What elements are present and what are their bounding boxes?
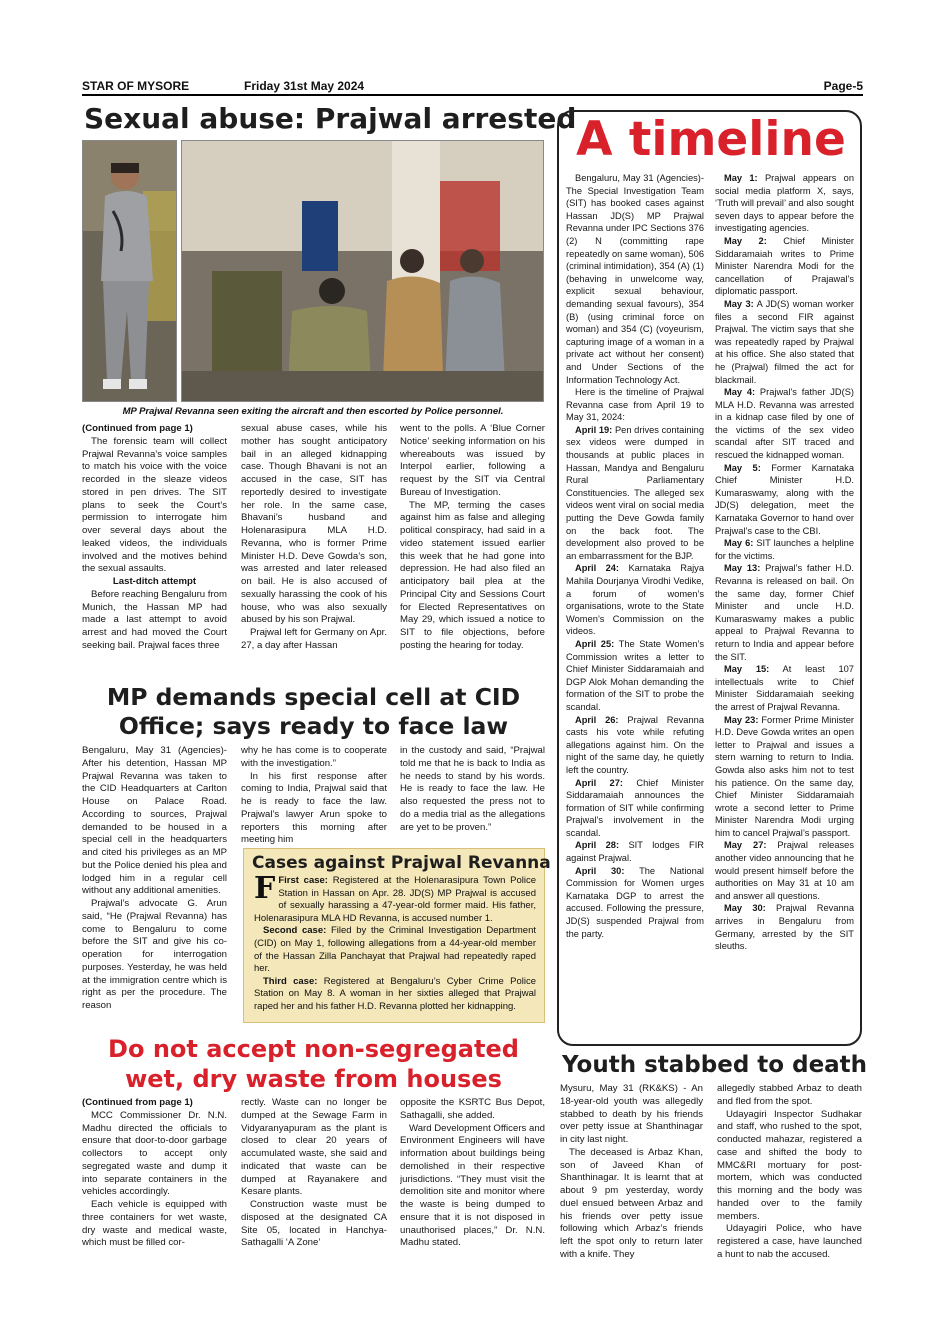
- timeline-entry: April 19: Pen drives containing sex videos were dumped in thousands at public places in Hassan, Mandya and Bengaluru Rural Parliamentary Constituencies. The alleged sex videos went viral on social media putting the Deve Gowda family on the back foot. The development also proved to be an embarrassment for the BJP.: [566, 424, 704, 561]
- continued-note: (Continued from page 1): [82, 1097, 193, 1108]
- timeline-entry: April 26: Prajwal Revanna casts his vote while refuting allegations against him. On the night of the same day, he quietly left the country.: [566, 714, 704, 775]
- story3-headline: [82, 1034, 545, 1094]
- photo-exiting-aircraft: [82, 140, 177, 402]
- paragraph: The forensic team will collect Prajwal Revanna’s voice samples to match his voice with the voice recorded in the sleaze videos stored in pen drives. The SIT plans to seek the Court’s permission to interrogate him over several days about the leaked videos, the individuals involved and the motives behind the sexual assaults.: [82, 435, 227, 575]
- timeline-entry: May 3: A JD(S) woman worker files a second FIR against Prajwal. The victim says that she was repeatedly raped by Prajwal at his office. She also stated that he (Prajwal) filmed the act for blackmail.: [715, 298, 854, 385]
- paragraph: in the custody and said, “Prajwal told me that he is back to India as he needs to stand by his words. He is ready to face the law. He also requested the press not to do a media trial as the allegations are yet to be proven.”: [400, 745, 545, 833]
- timeline-entry: April 24: Karnataka Rajya Mahila Dourjanya Virodhi Vedike, a forum of women’s organisations, wrote to the State Women’s Commission on the videos.: [566, 563, 704, 637]
- timeline-entry: May 30: Prajwal Revanna arrives in Bengaluru from Germany, arrested by the SIT sleuths.: [715, 903, 854, 952]
- paragraph: rectly. Waste can no longer be dumped at the Sewage Farm in Vidyaranyapuram as the plant is closed to clear 20 years of accumulated waste, she said and indicated that waste can be dumped at Rayanakere and Kesare plants.: [241, 1097, 387, 1198]
- cases-box: [243, 848, 551, 1023]
- story2-headline-line-1: MP demands special cell at CID: [106, 683, 521, 711]
- cases-title: Cases against Prajwal Revanna: [252, 853, 551, 873]
- story1-column-2: [241, 423, 387, 676]
- paragraph: Each vehicle is equipped with three containers for wet waste, dry waste and medical waste, which must be filled cor-: [82, 1199, 227, 1249]
- paragraph: Udayagiri Police, who have registered a case, have launched a hunt to nab the accused.: [717, 1223, 862, 1260]
- story3-column-3: [400, 1097, 545, 1267]
- paragraph: In his first response after coming to India, Prajwal said that he is ready to face the law. Prajwal’s lawyer Arun spoke to reporters this morning after meeting him: [241, 770, 387, 845]
- timeline-entry: May 27: Prajwal releases another video announcing that he would present himself before the authorities on May 31 at 10 am and answer all questions.: [715, 840, 854, 901]
- paragraph: The MP, terming the cases against him as false and alleging political conspiracy, had said in a video statement issued earlier this week that he had gone into depression. He had also filed an anticipatory bail plea at the Principal City and Sessions Court for Elected Representatives on May 29, which issued a notice to SIT to file objections, before posting the hearing for today.: [400, 499, 545, 651]
- paragraph: allegedly stabbed Arbaz to death and fled from the spot.: [717, 1083, 862, 1107]
- timeline-entry: April 27: Chief Minister Siddaramaiah announces the formation of SIT while confirming Prajwal’s involvement in the scandal.: [566, 777, 704, 838]
- timeline-entry: April 30: The National Commission for Women urges Karnataka DGP to arrest the accused. Following the pressure, JD(S) suspended Prajwal from the party.: [566, 865, 704, 939]
- second-case-label: Second case:: [263, 925, 327, 937]
- first-case-label: First case:: [278, 875, 328, 886]
- story3-column-1: [82, 1097, 227, 1267]
- story2-column-3: [400, 745, 545, 845]
- paragraph: Mysuru, May 31 (RK&KS) - An 18-year-old youth was allegedly stabbed to death by his friends over petty issue at Shanthinagar in city last night.: [560, 1083, 703, 1145]
- timeline-title: A timeline: [576, 112, 846, 167]
- timeline-column-1: [566, 172, 704, 1040]
- timeline-entry: May 5: Former Karnataka Chief Minister H.D. Kumaraswamy, along with the JD(S) delegation, meet the Karnataka Governor to hand over Prajwal’s case to the CBI.: [715, 462, 854, 536]
- third-case-text: Registered at Bengaluru’s Cyber Crime Police Station on May 8. A woman in her sixties alleged that Prajwal raped her and his father H.D. Revanna plotted her kidnapping.: [254, 975, 537, 1012]
- timeline-entry: May 13: Prajwal’s father H.D. Revanna is released on bail. On the same day, former Chief Minister and uncle H.D. Kumaraswamy makes a public appeal to Prajwal Revanna to return to India and appear before the SIT.: [715, 563, 854, 662]
- story3-headline-line-1: Do not accept non-segregated: [108, 1035, 519, 1063]
- drop-cap: F: [254, 871, 276, 906]
- timeline-entry: May 1: Prajwal appears on social media platform X, says, ‘Truth will prevail’ and also sought seven days to appear before the investigating agencies.: [715, 173, 854, 234]
- paragraph: Bengaluru, May 31 (Agencies)- After his detention, Hassan MP Prajwal Revanna was taken to the CID Headquarters at Carlton House on Palace Road. According to sources, Prajwal demanded to be housed in a special cell in the headquarters and cited his privileges as an MP but the Police denied his plea and lodged him in a regular cell without any additional amenities.: [82, 745, 227, 897]
- timeline-entry: May 15: At least 107 intellectuals write to Chief Minister Siddaramaiah seeking the arrest of Prajwal Revanna.: [715, 664, 854, 712]
- story2-column-1: [82, 745, 227, 1027]
- story1-headline: Sexual abuse: Prajwal arrested: [84, 102, 577, 135]
- paragraph: went to the polls. A ‘Blue Corner Notice’ seeking information on his whereabouts was issued by Interpol earlier, following a request by the SIT via Central Bureau of Investigation.: [400, 423, 545, 498]
- paragraph: Udayagiri Inspector Sudhakar and staff, who rushed to the spot, conducted mahazar, registered a case and shifted the body to MMC&RI mortuary for post-mortem, which was conducted this morning and the body was handed over to the family members.: [717, 1108, 862, 1222]
- masthead: [82, 76, 863, 96]
- paragraph: opposite the KSRTC Bus Depot, Sathagalli, she added.: [400, 1097, 545, 1121]
- timeline-entry: May 4: Prajwal’s father JD(S) MLA H.D. Revanna was arrested in a kidnap case filed by one of the victims of the sex video scandal after SIT traced and rescued the kidnapped woman.: [715, 387, 854, 461]
- continued-note: (Continued from page 1): [82, 423, 193, 434]
- timeline-entry: May 23: Former Prime Minister H.D. Deve Gowda writes an open letter to Prajwal and issues a stern warning to return to India. Gowda also asks him not to test his patience. On the same day, Chief Minister Siddaramaiah wrote a second letter to Prime Minister Narendra Modi urging him to cancel Prajwal’s passport.: [715, 714, 854, 838]
- paragraph: Ward Development Officers and Environment Engineers will have information about buildings being demolished in their respective jurisdictions. “They must visit the demolition site and monitor where the waste is being dumped to ensure that it is not disposed in unauthorised places,” Dr. N.N. Madhu stated.: [400, 1122, 545, 1249]
- photo-police-escort: [181, 140, 544, 402]
- timeline-entry: Here is the timeline of Prajwal Revanna case from April 19 to May 31, 2024:: [566, 387, 704, 423]
- paragraph: Prajwal’s advocate G. Arun said, “He (Prajwal Revanna) has come to Bengaluru to come before the SIT and give his co-operation for interrogation purposes. Yesterday, he was held at the immigration centre which is right as per the procedure. The reason: [82, 898, 227, 1011]
- story1-column-1: [82, 423, 227, 676]
- timeline-entry: April 28: SIT lodges FIR against Prajwal.: [566, 840, 704, 864]
- first-case-text: Registered at the Holenarasipura Town Police Station in Hassan on Apr. 28. JD(S) MP Prajwal is accused of sexually harassing a 47-year-old former maid. His father, Holenarasipura MLA HD Revanna, is accused number 1.: [254, 875, 537, 924]
- paragraph: Construction waste must be disposed at the designated CA Site 05, located in Hanchya-Sathagalli ‘A Zone’: [241, 1199, 387, 1249]
- subheading: Last-ditch attempt: [112, 576, 197, 587]
- story4-column-1: [560, 1083, 703, 1268]
- second-case-text: Filed by the Criminal Investigation Department (CID) on May 1, following allegations from a 44-year-old member of the Hassan Zilla Panchayat that Prajwal had repeatedly raped her.: [254, 925, 537, 975]
- paragraph: why he has come is to cooperate with the investigation.”: [241, 745, 387, 769]
- story1-column-3: [400, 423, 545, 676]
- story2-headline-line-2: Office; says ready to face law: [118, 712, 509, 740]
- story2-headline: [82, 683, 545, 741]
- timeline-entry: April 25: The State Women’s Commission writes a letter to Chief Minister Siddaramaiah and DGP Alok Mohan demanding the formation of the SIT to probe the scandal.: [566, 638, 704, 712]
- page-number: Page-5: [823, 79, 863, 93]
- paragraph: MCC Commissioner Dr. N.N. Madhu directed the officials to ensure that door-to-door garbage collectors to accept only segregated waste and dump it into separate containers in the vehicles accordingly.: [82, 1109, 227, 1198]
- third-case-label: Third case:: [263, 975, 318, 987]
- paragraph: sexual abuse cases, while his mother has sought anticipatory bail in an alleged kidnapping case. Though Bhavani is not an accused in the case, SIT has reportedly desired to investigate her role. In the same case, Bhavani’s husband and Holenarasipura MLA H.D. Revanna, who is former Prime Minister H.D. Deve Gowda’s son, was arrested and later released on bail. He is also accused of sexually harassing the cook of his house, who was also sexually abused by his son Prajwal.: [241, 423, 387, 626]
- timeline-entry: Bengaluru, May 31 (Agencies)- The Special Investigation Team (SIT) has booked cases against Hassan JD(S) MP Prajwal Revanna under IPC Sections 376 (2) N (committing rape repeatedly on same woman), 506 (criminal intimidation), 354 (A) (1) (behaving in unwelcome way, explicit sexual behaviour, demanding sexual favours), 354 (B) (using criminal force on woman) and 354 (C) (voyeurism, capturing image of a woman in a private act without her consent) and Under Sections of the Information Technology Act.: [566, 173, 704, 385]
- story4-headline: Youth stabbed to death: [562, 1052, 868, 1078]
- story3-column-2: [241, 1097, 387, 1267]
- paper-name: STAR OF MYSORE: [82, 79, 190, 93]
- paragraph: The deceased is Arbaz Khan, son of Javeed Khan of Shanthinagar. It is learnt that at about 9 pm yesterday, wordy duel ensued between Arbaz and his friends over petty issue following which Arbaz’s friends left the spot only to return later with a knife. They: [560, 1146, 703, 1260]
- story4-column-2: [717, 1083, 862, 1268]
- issue-date: Friday 31st May 2024: [244, 79, 365, 93]
- paragraph: Prajwal left for Germany on Apr. 27, a day after Hassan: [241, 627, 387, 651]
- timeline-entry: May 2: Chief Minister Siddaramaiah writes to Prime Minister Narendra Modi for the cancellation of Prajawal’s diplomatic passport.: [715, 235, 854, 297]
- story2-column-2: [241, 745, 387, 845]
- timeline-entry: May 6: SIT launches a helpline for the victims.: [715, 538, 854, 561]
- story3-headline-line-2: wet, dry waste from houses: [125, 1065, 502, 1093]
- timeline-column-2: [715, 172, 854, 1040]
- paragraph: Before reaching Bengaluru from Munich, the Hassan MP had made a last attempt to avoid arrest and had moved the Court seeking bail. Prajwal faces three: [82, 588, 227, 651]
- photo-caption: MP Prajwal Revanna seen exiting the aircraft and then escorted by Police personnel.: [122, 406, 504, 417]
